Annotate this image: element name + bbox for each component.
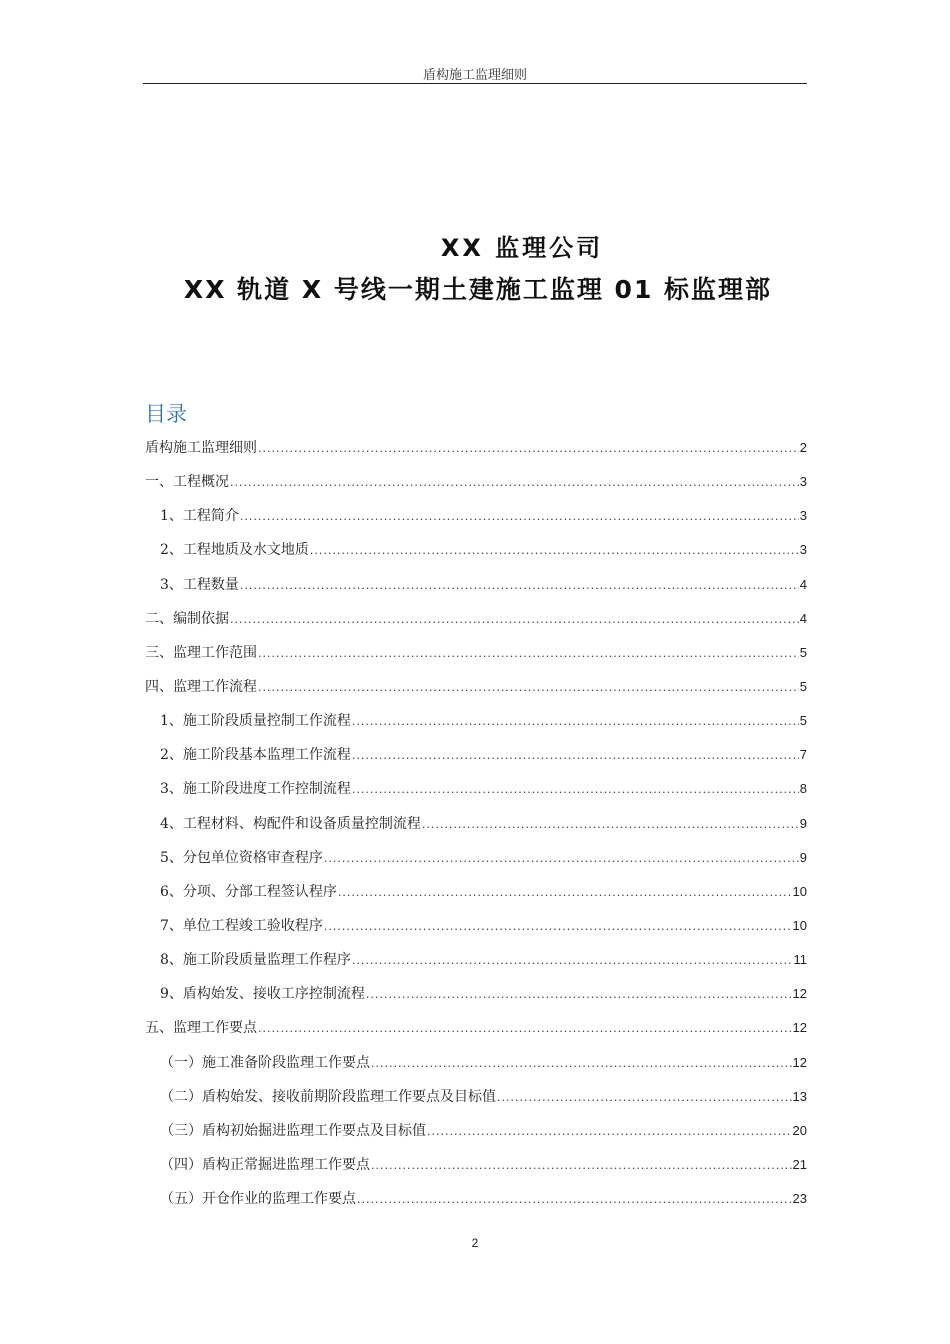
toc-entry-label: 3、施工阶段进度工作控制流程 (160, 781, 351, 798)
toc-entry[interactable] (145, 533, 807, 567)
company-name: XX 监理公司 (440, 234, 604, 262)
toc-dot-leader (357, 1183, 792, 1217)
toc-entry-page: 2 (799, 440, 807, 455)
toc-entry[interactable] (145, 772, 807, 806)
toc-dot-leader (352, 739, 799, 773)
toc-dot-leader (230, 466, 799, 500)
toc-entry-page: 9 (799, 815, 807, 831)
toc-entry[interactable] (145, 568, 807, 602)
toc-entry-label: （五）开仓作业的监理工作要点 (160, 1191, 356, 1208)
toc-dot-leader (258, 1012, 792, 1046)
toc-entry-page: 20 (792, 1122, 807, 1138)
toc-dot-leader (352, 944, 793, 978)
toc-entry[interactable] (145, 670, 807, 704)
toc-dot-leader (352, 773, 799, 807)
toc-entry-label: 5、分包单位资格审查程序 (160, 849, 323, 866)
toc-entry[interactable] (145, 1114, 807, 1148)
toc-entry-page: 21 (792, 1156, 807, 1172)
project-title: XX 轨道 X 号线一期土建施工监理 01 标监理部 (183, 275, 773, 304)
toc-dot-leader (324, 910, 792, 944)
toc-entry-label: 3、工程数量 (160, 576, 239, 593)
toc-entry[interactable] (145, 875, 807, 909)
toc-dot-leader (371, 1149, 792, 1183)
toc-entry[interactable] (145, 602, 807, 636)
toc-entry[interactable] (145, 704, 807, 738)
toc-heading: 目录 (145, 402, 187, 426)
toc-entry[interactable] (145, 841, 807, 875)
toc-entry-label: （四）盾构正常掘进监理工作要点 (160, 1156, 370, 1173)
toc-dot-leader (258, 671, 799, 705)
toc-entry-page: 11 (793, 952, 807, 968)
toc-dot-leader (352, 705, 799, 739)
toc-entry-label: 7、单位工程竣工验收程序 (160, 917, 323, 934)
toc-entry-label: 6、分项、分部工程签认程序 (160, 883, 337, 900)
toc-entry-label: （二）盾构始发、接收前期阶段监理工作要点及目标值 (160, 1088, 496, 1105)
toc-entry-page: 3 (799, 508, 807, 524)
toc-entry-label: 四、监理工作流程 (145, 678, 257, 695)
toc-dot-leader (497, 1081, 792, 1115)
toc-entry-label: （三）盾构初始掘进监理工作要点及目标值 (160, 1122, 426, 1139)
toc-dot-leader (240, 569, 799, 603)
toc-entry-page: 12 (792, 986, 807, 1002)
toc-entry[interactable] (145, 943, 807, 977)
toc-entry-label: 2、施工阶段基本监理工作流程 (160, 747, 351, 764)
toc-entry[interactable] (145, 909, 807, 943)
table-of-contents (145, 431, 807, 1216)
running-header: 盾构施工监理细则 (422, 68, 527, 83)
toc-dot-leader (258, 432, 799, 466)
page-number: 2 (471, 1236, 479, 1250)
toc-entry-label: 1、施工阶段质量控制工作流程 (160, 713, 351, 730)
toc-dot-leader (240, 500, 799, 534)
toc-entry-page: 5 (799, 644, 807, 660)
toc-entry-label: 三、监理工作范围 (145, 644, 257, 661)
toc-entry[interactable] (145, 807, 807, 841)
toc-entry-page: 3 (799, 474, 807, 490)
toc-entry-label: 4、工程材料、构配件和设备质量控制流程 (160, 815, 421, 832)
toc-entry-page: 23 (792, 1191, 807, 1207)
toc-entry-page: 3 (799, 542, 807, 558)
toc-entry[interactable] (145, 1046, 807, 1080)
toc-entry-page: 10 (792, 917, 807, 933)
toc-dot-leader (366, 978, 792, 1012)
toc-entry[interactable] (145, 431, 807, 465)
toc-entry-page: 9 (799, 849, 807, 865)
toc-entry-label: 1、工程简介 (160, 508, 239, 525)
toc-dot-leader (324, 842, 799, 876)
toc-entry-page: 8 (799, 781, 807, 797)
toc-entry-page: 10 (792, 883, 807, 899)
toc-entry-label: 9、盾构始发、接收工序控制流程 (160, 986, 365, 1003)
toc-entry-page: 5 (799, 678, 807, 694)
toc-entry[interactable] (145, 499, 807, 533)
toc-entry-label: 8、施工阶段质量监理工作程序 (160, 952, 351, 969)
toc-entry[interactable] (145, 636, 807, 670)
toc-entry-page: 4 (799, 610, 807, 626)
toc-entry-page: 4 (799, 576, 807, 592)
toc-entry-page: 12 (792, 1020, 807, 1036)
toc-entry-label: 2、工程地质及水文地质 (160, 542, 309, 559)
toc-entry[interactable] (145, 1182, 807, 1216)
toc-entry[interactable] (145, 1148, 807, 1182)
toc-dot-leader (422, 808, 799, 842)
toc-dot-leader (230, 603, 799, 637)
toc-entry[interactable] (145, 738, 807, 772)
toc-entry-label: 五、监理工作要点 (145, 1020, 257, 1037)
toc-dot-leader (310, 534, 799, 568)
toc-entry-label: 二、编制依据 (145, 610, 229, 627)
toc-entry[interactable] (145, 1080, 807, 1114)
toc-entry-page: 5 (799, 713, 807, 729)
toc-entry[interactable] (145, 1011, 807, 1045)
toc-entry-label: 一、工程概况 (145, 474, 229, 491)
toc-entry-page: 12 (792, 1054, 807, 1070)
toc-entry-label: （一）施工准备阶段监理工作要点 (160, 1054, 370, 1071)
toc-dot-leader (371, 1047, 792, 1081)
header-divider (143, 83, 807, 84)
toc-dot-leader (427, 1115, 792, 1149)
toc-entry-page: 7 (799, 747, 807, 763)
toc-entry[interactable] (145, 465, 807, 499)
toc-entry-label: 盾构施工监理细则 (145, 440, 257, 456)
toc-entry-page: 13 (792, 1088, 807, 1104)
toc-dot-leader (338, 876, 792, 910)
toc-dot-leader (258, 637, 799, 671)
toc-entry[interactable] (145, 977, 807, 1011)
